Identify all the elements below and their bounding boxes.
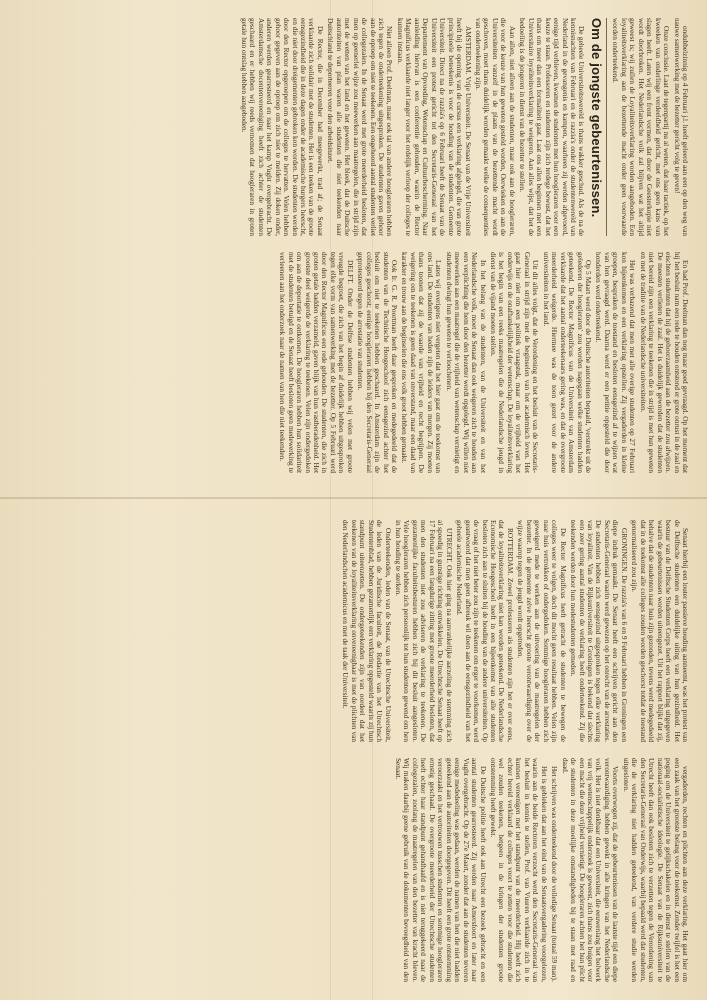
paragraph: In het belang van de studenten, van de Universiteit en van het Nederlandsche volk, moet de Senaat dan ook weigeren zich te houden aan een verplichting die hem door den bezetter wordt opgelegd. Wij willen niet meewerken aan een maatregel die de vrijheid van wetenschap vernietigt en studenten dwingt hun geweten te verloochenen. [444, 252, 488, 473]
paragraph: Op 5 Maart werd door de Duitsche autoriteiten bepaald, 'verstrekt uit de gelederen der hoogleraren' zou worden nagegaan welke studenten hadden geteekend. De Rector Magnificus van de Universiteit van Amsterdam verklaarde dat het aantal onderteekenaars gering was, en dat de overgroote meerderheid weigerde. Hiermee was de toon gezet voor de andere universiteiten in het land. [541, 252, 594, 473]
paragraph: DELFT. Onder de Delftse studenten hebben wij velen met groote vreugde begroet, die zich van het begin af duidelijk hebben uitgesproken tegen elke vorm van samenwerking met de bezetter. Op 5 Februari werd door den Rector Magnificus een rede gehouden. De studenten, die zich in groten getale hadden verzameld, gaven blijk van hun vastberadenheid. Het grootste deel weigerde de verklaring te teekenen. Velen zijn ondergedoken om aan de deportatie te ontkomen. De hoogleraren hebben hun solidariteit met de studenten betuigd en de Senaat heeft besloten geen medewerking te verleenen aan het onderzoek naar de namen van hen die niet teekenden. [278, 252, 355, 473]
paragraph: Het is gebleken dat aan het eind van de Senaatsvergadering voorgelezen, waarin aan de beide Rectoren verzocht werd den Secretaris-Generaal van het besluit in kennis te stellen, Prof. van Vuuren verklaarde zich in te kunnen vereenigen met het standpunt van de meerderheid. Hij heeft zich echter bereid verklaard de colleges voort te zetten voor die studenten die wel zouden teekenen, hetgeen in de kringen der studenten groote ontstemming heeft gewekt. [489, 758, 549, 982]
paragraph: De Rector Magnificus heeft getracht de studenten te bewegen de colleges weer te volgen, doch dit mocht geen resultaat hebben. Velen zijn naar huis vertrokken of ondergedoken. Sommige hoogleraren hebben zich geweigerd mede te werken aan de uitvoering van de maatregelen der bezetter. In de gemeente zelve heerscht groote verontwaardiging over de wijze waarop tegen de jeugd wordt opgetreden. [516, 520, 568, 742]
left-page [17, 18, 689, 473]
divider [606, 18, 607, 236]
paragraph: Ook Ir. G. R. Poortman heeft daar gesproken en medegedeeld dat de studenten van de Technische Hoogeschool zich eensgezind achter het besluit om niet te teekenen hebben geschaard. In Amsterdam zijn de colleges geschorst; eenige hoogleraren hebben bij den Secretaris-Generaal geprotesteerd tegen de arrestatie van studenten. [356, 252, 400, 473]
right-page [17, 520, 689, 982]
paragraph: Het schrijven was onderteekend door de volledige Senaat (totaal 59 man). [550, 766, 560, 982]
paragraph: ondubbelzinnig op 4 Februari j.l. heeft geleerd aan een op den weg van nauwe samenwerking met de bezetter gericht volg te geven! [672, 18, 690, 236]
right-page-column-1 [17, 520, 689, 742]
paragraph: Onze conclusie. Laat de tegenpartij nu al weten, dat haar tactiek, op het kweeken van onderlinge verdeeldheid gericht, met ons geen kans van slagen heeft. Laten wij een front vormen, dat door de Geesterkopie niet wordt doorbroken. Het Nederlandsche volk zal blijven wat het altijd geweest is; wij zullen de Loyaliteitsverklaring worden aangeboden. Een loyaliteitsverklaring aan de bezettende macht onder geen voorwaarde worden onderteekend. [611, 18, 672, 236]
paragraph: UTRECHT. Ook hier ging na aanvankelijke aarzeling de stemming zich al spoedig in gunstige richting ontwikkelen. De Utrechtsche Senaat heeft op 17 Februari na een langdurige zitting met groote meerderheid besloten, dat men den studenten niet zou adviseren de verklaring te teekenen. De gezamenlijke faculteitsbesturen hebben zich bij dit besluit aangesloten. Vele hoogleraren hebben zich persoonlijk tot hun studenten gewend om hen in hun houding te sterken. [394, 520, 454, 742]
paragraph: Laten wij overigens niet vergeten dat het hier gaat om de toekomst van ons land. De studenten van heden zijn de leiders van morgen. Zij moeten thans toonen dat zij de waarde van vrijheid en recht begrijpen. De weigering om te teekenen is geen daad van onverstand, maar een daad van karakter en trouw aan de beginselen die ons volk groot hebben gemaakt. [400, 252, 444, 473]
left-page-column-1 [17, 18, 689, 236]
paragraph: De Duitsche politie heeft ook aan Utrecht een bezoek gebracht en een aantal studenten gearresteerd. Zij werden naar Amersfoort en later naar Vught overgebracht. Op de 27e Maart, zonder dat aan de studenten tevoren eenige mededeeling was gedaan, werden de namen van hen die niet hadden geteekend aan de autoriteiten doorgegeven. Dit heeft een grote ontstemming veroorzaakt en het vertrouwen tusschen studenten en sommige hoogleraren ernstig geschaad. De overgroote meerderheid der Utrechtsche studenten heeft echter haar standpunt gehandhaafd en is niet teruggekeerd naar de collegezalen, zoolang de maatregelen van den bezetter van kracht bleven. Wij maken daarbij geene gebruik van de dokumenten bevoegdheid van den Senaat. [394, 758, 488, 982]
paragraph: vergaderden, rechten en plichten aan deze verklaring. Het gaat hier om een zaak van het grootste belang voor de toekomst. Zonder twijfel is het een poging om de Universiteit te gelijkschakelen en in dienst te stellen van de nationaal-socialistische ideologie. De Senaat van de Rijksuniversiteit te Utrecht heeft dan ook besloten zich te verzetten tegen de Verordening van den Secretaris-Generaal van Onderwijs, waarbij bepaald werd dat studenten, die de verklaring niet hadden geteekend, van verdere studie werden uitgesloten. [621, 758, 690, 982]
section-heading: Om de jongste gebeurtenissen. [588, 18, 604, 218]
paragraph: Senaat hierbij een louter passieve houding aanneemt, was het protest van de Delftsche studenten een duidelijke uiting van hun gezindheid. Het bestuur van de Delftsche Studenten Corps heeft een verklaring uitgegeven waarin de gebeurtenissen worden uiteengezet. Uit het rapport blijkt dat zij, behalve dat de studenten naar huis zijn gezonden, tevens werd medegedeeld dat in de toekomst alle colleges zouden worden geschorst totdat de toestand genormaliseerd zou zijn. [630, 520, 690, 742]
paragraph: Het was verbazend dat men met alle overige studenten op 27 Februari kon bijeenkomen en een verklaring opstellen. Zij vergaderden in kleine groepen, bespraken de toestand en besloten eensgezind af te wijzen wat van hen gevraagd werd. Daarna werd er een petitie opgesteld die door honderden werd onderteekend. [594, 252, 638, 473]
paragraph: En had Prof. Deelman dan nog maar goed gevraagd. Op het moment dat hij het besluit nam een rede te houden ontstond er grote onrust in de zaal en eischten studenten dat hij de gehoorzaamheid aan de bezetter zou afwijzen. De meesten verlieten de zaal. Het is duidelijk geworden dat de studenten niet bereid zijn een verklaring te teekenen die in strijd is met hun geweten en met de traditie van de Nederlandsche universiteiten. [638, 252, 690, 473]
paragraph: De geheele Universiteitswereld is thans wakker geschud. Als de na de kennisnachten van Februari en de razzia's onder de studentenwereld van Nederland in de gevangenis en kampen, waarheen zij werden afgevoerd, eenige tijd verbleven, kwamen de studenten met hun hoogleraren voor een keuze te staan. Professoren en studenten zijn zich terdege bewust, dat het thans om meer dan een formaliteit gaat. Laat ons allen beginnen met een Universitaire loyaliteitsverklaring te weigeren. Aan alles wijst, dat het de bedoeling is de jongeren in dienst van de bezetter te stellen. [518, 18, 587, 236]
paragraph: De Rector, die in December had meegewerkt, trad af; de Senaat verklaarde zich solidair met de studenten. Het is een teeken van de groote eensgezindheid die in deze dagen onder de academische burgers heerscht, en die niet door dreigementen gebroken kon worden. De studenten werden door den Rector opgeroepen om de colleges te hervatten. Velen hebben gehoor gegeven aan de oproep om zich niet te melden. Zij doken onder, anderen werden gearresteerd en naar het kamp Vught overgebracht. De Amsterdamsche docentenvereeniging heeft zich achter de studenten geschaard en er hebben wij reeds vernomen dat hoogleraren in groten getale hun ontslag hebben aangeboden. [239, 18, 325, 236]
paragraph: GRONINGEN. De razzia's van 6 en 9 Februari hebben in Groningen een diepe indruk gemaakt. De Senaat heeft een schrijven gericht aan den Secretaris-Generaal waarin werd gewezen op het onrecht van de arrestaties. De studenten hebben zich eensgezind uitgesproken tegen elke verklaring van loyaliteit. Van de Rijksuniversiteit te Groningen is bekend dat slechts een zeer gering aantal studenten de verklaring heeft onderteekend. Zij die teekenden werden door hun medestudenten gemeden. [569, 520, 629, 742]
left-page-column-2 [17, 252, 689, 473]
paragraph: Aan allen, niet alleen aan de studenten, maar ook aan de hoogleraren, die voor de keuze van hun geweten gesteld worden, Oerwieken en aan de Universiteiten vanzelf in de plaats van de bezettende macht wordt geschoven, moet thans duidelijk worden gemaakt welke de consequenties van onderteekening zijn. [474, 18, 517, 236]
paragraph: AMSTERDAM. Vrije Universiteit. De Senaat van de Vrije Universiteit heeft bij de opening van de cursus een verklaring afgelegd, die van grote principieele beteekenis is voor de houding van de studenten. Gemeente Universiteit. Direct na de razzia's op 6 Februari heeft de Senaat van de Universiteit een protest gericht tot den Secretaris-Generaal van het Departement van Opvoeding, Wetenschap en Cultuurbescherming. Naar aanleiding hiervan is een conferentie gehouden, waarin de Rector Magnificus verklaarde niet langer voor het ordelijk verloop der colleges te kunnen instaan. [395, 18, 473, 236]
paragraph: Niet alleen Prof. Deelman, maar ook tal van andere hoogleraren hebben zich tegen de onderteekening uitgesproken. De studenten gaven gehoor aan de oproep om niet te teekenen. Een ongehoord aantal studenten verliet de collegezalen. In de Senaat werd met grote meerderheid besloten, dat men op geenerlei wijze zou meewerken aan maatregelen, die in strijd zijn met de wetten van het land en het geweten. Het bleek, dat de Duitsche autoriteiten van plan waren alle studenten die niet teekenden naar Duitschland te deporteeren voor den arbeidsinzet. [326, 18, 395, 236]
paragraph: Onderteekenden, leden van de Senaat, van de Utrechtsche Universiteit, de leden van de Juridische faculteit, de Redactie van het Utrechtsch Studentenblad, hebben gezamenlijk een verklaring opgesteld waarin zij hun standpunt uiteenzetten. De ondergeteekenden zijn van oordeel dat het teekenen van de loyaliteitsverklaring onvereenigbaar is met de plichten van den Nederlandschen academicus en met de taak der Universiteit. [341, 520, 393, 742]
paragraph: ROTTERDAM. Zowel professoren als studenten zijn het er over eens, dat de loyaliteitsverklaring niet kan worden geteekend. De Nederlandsche Economische Hoogeschool heeft in een bijeenkomst van alle studenten besloten zich aan te sluiten bij de houding van de andere universiteiten. Op de vraag of het niet beter zou zijn te teekenen om erger te voorkomen, werd geantwoord dat men geen afbreuk wil doen aan de eensgezindheid van het geheele academische Nederland. [455, 520, 515, 742]
paragraph: Uit dit alles volgt, dat de Verordening en het besluit van de Secretaris-Generaal in strijd zijn met de beginselen van het academisch leven. Het gaat hier niet om een politiek vraagstuk, maar om de vrijheid van het onderwijs en de onafhankelijkheid der wetenschap. De loyaliteitsverklaring is het begin van een reeks maatregelen die de Nederlandsche jeugd in dienst van de vijand moeten stellen. [489, 252, 541, 473]
paragraph: Voorts overwogen zij, dat de gebeurtenissen van de laatste tijd een diepe verontwaardiging hebben gewekt in alle kringen van het Nederlandsche volk. Het is niet denkbaar dat een Universiteit, die eeuwenlang het bolwerk van vrij wetenschappelijk onderzoek is geweest, zich thans zou buigen voor een macht die deze vrijheid vernietigt. De hoogleraren achten het hun plicht de studenten in deze moeilijke omstandigheden bij te staan met raad en daad. [560, 758, 621, 982]
right-page-column-2 [17, 758, 689, 982]
